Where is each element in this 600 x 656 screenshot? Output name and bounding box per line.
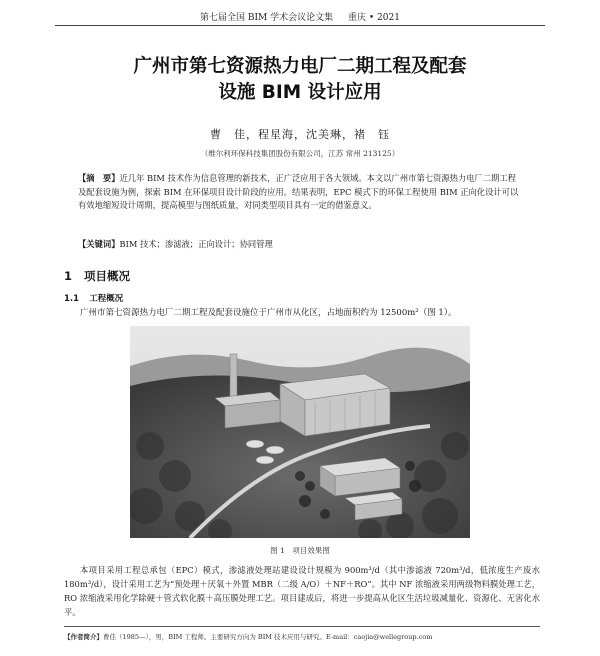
header-divider [55, 25, 545, 26]
footnote-text: 曹佳（1985—），男，BIM 工程师。主要研究方向为 BIM 技术应用与研究。E-mail：caojia@wellegroup.com [103, 633, 433, 641]
footnote-label: 【作者简介】 [64, 633, 103, 641]
body-paragraph-2: 本项目采用工程总承包（EPC）模式，渗滤液处理站建设设计规模为 900m³/d（其中渗滤液 720m³/d，低浓度生产废水 180m³/d），设计采用工艺为“预处理＋厌氧＋外置 MBR（二级 A/O）＋NF＋RO”。其中 NF 浓缩液采用两级物料膜处理工艺，RO 浓缩液采用化学除硬＋管式软化膜＋高压膜处理工艺。项目建成后，将进一步提高从化区生活垃圾减量化、资源化、无害化水平。 [64, 565, 540, 617]
author-list: 曹 佳，程星海，沈美琳，褚 钰 [210, 128, 390, 141]
abstract-label: 【摘 要】 [78, 173, 120, 183]
title-line-2: 设施 BIM 设计应用 [218, 82, 382, 103]
subsection-number: 1.1 [64, 294, 80, 304]
body-paragraph-1: 广州市第七资源热力电厂二期工程及配套设施位于广州市从化区，占地面积约为 12500m²（图 1）。 [80, 308, 457, 318]
abstract [78, 172, 524, 213]
section-title: 项目概况 [84, 269, 131, 283]
paper-title [0, 54, 600, 106]
section-number: 1 [64, 269, 73, 283]
title-line-1: 广州市第七资源热力电厂二期工程及配套 [133, 56, 467, 77]
keywords-text: BIM 技术；渗滤液；正向设计；协同管理 [119, 239, 273, 249]
section-heading-1 [64, 268, 130, 284]
proceedings-title: 第七届全国 BIM 学术会议论文集 [200, 13, 334, 23]
project-rendering-image [130, 326, 470, 538]
running-header [0, 10, 600, 23]
keywords [78, 238, 524, 251]
subsection-title: 工程概况 [89, 294, 124, 304]
author-footnote [64, 632, 540, 641]
keywords-label: 【关键词】 [78, 239, 120, 249]
subsection-heading-1-1 [64, 292, 123, 304]
figure-caption: 图 1 项目效果图 [270, 546, 330, 555]
affiliation: （维尔利环保科技集团股份有限公司，江苏 常州 213125） [200, 149, 400, 158]
abstract-text: 近几年 BIM 技术作为信息管理的新技术，正广泛应用于各大领域。本文以广州市第七资源热力电厂二期工程及配套设施为例，探索 BIM 在环保项目设计阶段的应用。结果表明，EPC 模式下的环保工程使用 BIM 正向化设计可以有效地缩短设计周期，提高模型与图纸质量，对同类型项目具有一定的借鉴意义。 [78, 173, 519, 210]
footnote-divider [64, 626, 540, 627]
location-date: 重庆 • 2021 [348, 13, 400, 23]
